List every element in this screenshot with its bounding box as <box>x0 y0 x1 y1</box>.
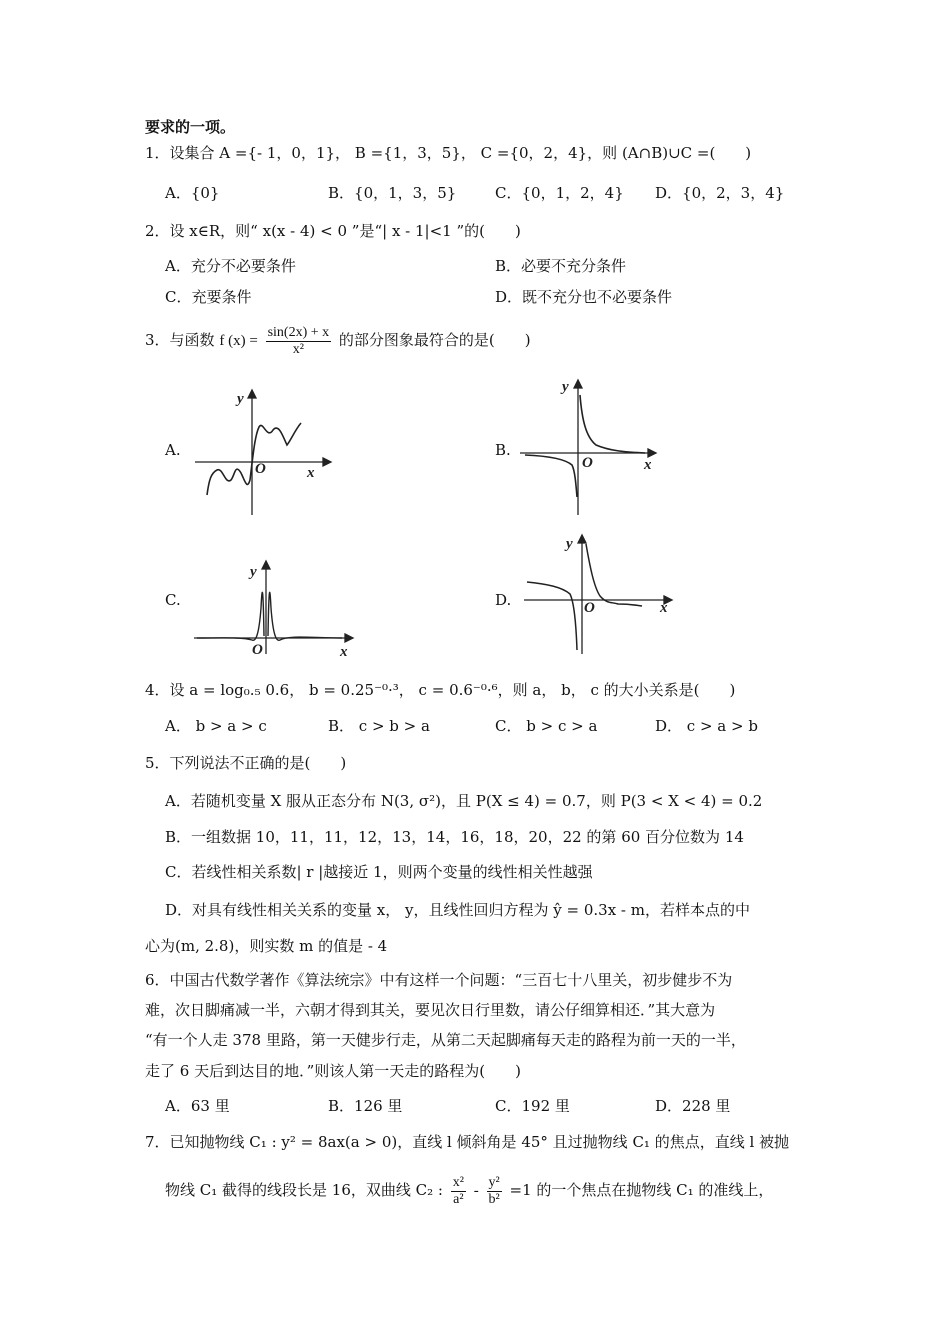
q5-option-d-line2: 心为(m, 2.8)，则实数 m 的值是 - 4 <box>145 937 388 955</box>
graph-b-origin: O <box>582 455 593 471</box>
graph-b-y-arrow <box>574 380 582 388</box>
q1-option-c: C．{0，1，2，4} <box>495 184 624 202</box>
q7-f2-num: y² <box>488 1174 500 1190</box>
q2-stem: 2．设 x∈R，则“ x(x - 4) < 0 ”是“| x - 1|<1 ”的( ) <box>145 222 521 240</box>
q1-option-a: A．{0} <box>165 184 220 202</box>
q4-option-d: D． c > a > b <box>655 717 758 735</box>
graph-d-y-label: y <box>566 536 573 552</box>
graph-d-curve-right <box>586 544 642 606</box>
q3-option-b-label: B. <box>495 441 511 459</box>
graph-a <box>195 385 335 520</box>
graph-c-y-arrow <box>262 561 270 569</box>
q6-option-c: C．192 里 <box>495 1097 570 1115</box>
graph-d-y-arrow <box>578 535 586 543</box>
q3-fraction <box>266 325 332 358</box>
graph-d <box>522 532 677 657</box>
q1-option-b: B．{0，1，3，5} <box>328 184 457 202</box>
q2-option-b: B．必要不充分条件 <box>495 257 627 275</box>
q4-stem: 4．设 a = log₀.₅ 0.6， b = 0.25⁻⁰·³， c = 0.6⁻⁰·⁶，则 a， b， c 的大小关系是( ) <box>145 681 736 699</box>
q6-option-a: A．63 里 <box>165 1097 230 1115</box>
q4-option-b: B． c > b > a <box>328 717 430 735</box>
q1-stem: 1．设集合 A ={- 1，0，1}， B ={1，3，5}， C ={0，2，4}，则 (A∩B)∪C =( ) <box>145 144 752 162</box>
q7-line2-suffix: =1 的一个焦点在抛物线 C₁ 的准线上， <box>509 1181 774 1199</box>
graph-d-curve-left <box>527 582 577 650</box>
graph-b-curve-left <box>525 455 577 497</box>
q7-fraction-1 <box>451 1175 466 1208</box>
q3-option-d-label: D. <box>495 591 512 609</box>
graph-b-y-label: y <box>562 379 569 395</box>
graph-c-x-arrow <box>345 634 353 642</box>
q6-line2: 难，次日脚痛减一半，六朝才得到其关，要见次日行里数，请公仔细算相还．”其大意为 <box>145 1001 716 1019</box>
q5-option-d-line1: D．对具有线性相关关系的变量 x， y，且线性回归方程为 ŷ = 0.3x - m，若样本点的中 <box>165 901 750 919</box>
q6-option-b: B．126 里 <box>328 1097 403 1115</box>
graph-a-x-arrow <box>323 458 331 466</box>
graph-a-origin: O <box>255 461 266 477</box>
graph-a-x-label: x <box>307 465 315 481</box>
q7-fraction-2 <box>487 1175 502 1208</box>
q7-line2 <box>165 1172 773 1209</box>
q3-option-c-label: C. <box>165 591 181 609</box>
graph-a-y-label: y <box>237 391 244 407</box>
graph-d-x-label: x <box>660 600 668 616</box>
graph-b-curve-right <box>580 395 645 453</box>
q6-line1: 6．中国古代数学著作《算法统宗》中有这样一个问题：“三百七十八里关，初步健步不为 <box>145 971 733 989</box>
q6-line4: 走了 6 天后到达目的地．”则该人第一天走的路程为( ) <box>145 1062 521 1080</box>
q1-option-d: D．{0，2，3，4} <box>655 184 785 202</box>
q3-stem-prefix: 3．与函数 <box>145 331 215 349</box>
q7-line1: 7．已知抛物线 C₁ : y² = 8ax(a > 0)，直线 l 倾斜角是 45° 且过抛物线 C₁ 的焦点，直线 l 被抛 <box>145 1133 790 1151</box>
q3-stem <box>145 322 531 359</box>
q2-option-a: A．充分不必要条件 <box>165 257 296 275</box>
graph-d-origin: O <box>584 600 595 616</box>
q4-option-a: A． b > a > c <box>165 717 267 735</box>
q7-f1-num: x² <box>452 1174 464 1190</box>
graph-b <box>520 375 660 520</box>
q6-option-d: D．228 里 <box>655 1097 731 1115</box>
q7-f1-den: a² <box>453 1191 464 1207</box>
graph-c-curve-left <box>197 592 264 640</box>
q6-line3: “有一个人走 378 里路，第一天健步行走，从第二天起脚痛每天走的路程为前一天的一半， <box>145 1031 746 1049</box>
q4-option-c: C． b > c > a <box>495 717 598 735</box>
q3-option-a-label: A. <box>165 441 181 459</box>
q7-minus: - <box>473 1183 479 1199</box>
graph-b-x-label: x <box>644 457 652 473</box>
q3-stem-suffix: 的部分图象最符合的是( ) <box>338 331 531 349</box>
q7-f2-den: b² <box>488 1191 500 1207</box>
graph-c-y-label: y <box>250 564 257 580</box>
q3-frac-den: x² <box>292 341 304 357</box>
graph-a-curve <box>207 423 301 495</box>
q5-option-c: C．若线性相关系数| r |越接近 1，则两个变量的线性相关性越强 <box>165 863 593 881</box>
q5-option-b: B．一组数据 10，11，11，12，13，14，16，18，20，22 的第 60 百分位数为 14 <box>165 828 744 846</box>
q5-option-a: A．若随机变量 X 服从正态分布 N(3, σ²)，且 P(X ≤ 4) = 0.7，则 P(3 < X < 4) = 0.2 <box>165 792 763 810</box>
graph-a-y-arrow <box>248 390 256 398</box>
q5-stem: 5．下列说法不正确的是( ) <box>145 754 347 772</box>
section-header: 要求的一项。 <box>145 118 236 136</box>
graph-c-curve-right <box>268 592 342 640</box>
q3-frac-num: sin(2x) + x <box>267 324 330 340</box>
graph-c <box>192 558 357 658</box>
graph-b-x-arrow <box>648 449 656 457</box>
q2-option-d: D．既不充分也不必要条件 <box>495 288 673 306</box>
graph-c-origin: O <box>252 642 263 658</box>
q2-option-c: C．充要条件 <box>165 288 252 306</box>
graph-c-x-label: x <box>340 644 348 658</box>
q3-func-left: f (x) = <box>219 333 258 349</box>
q7-line2-prefix: 物线 C₁ 截得的线段长是 16，双曲线 C₂ : <box>165 1181 443 1199</box>
